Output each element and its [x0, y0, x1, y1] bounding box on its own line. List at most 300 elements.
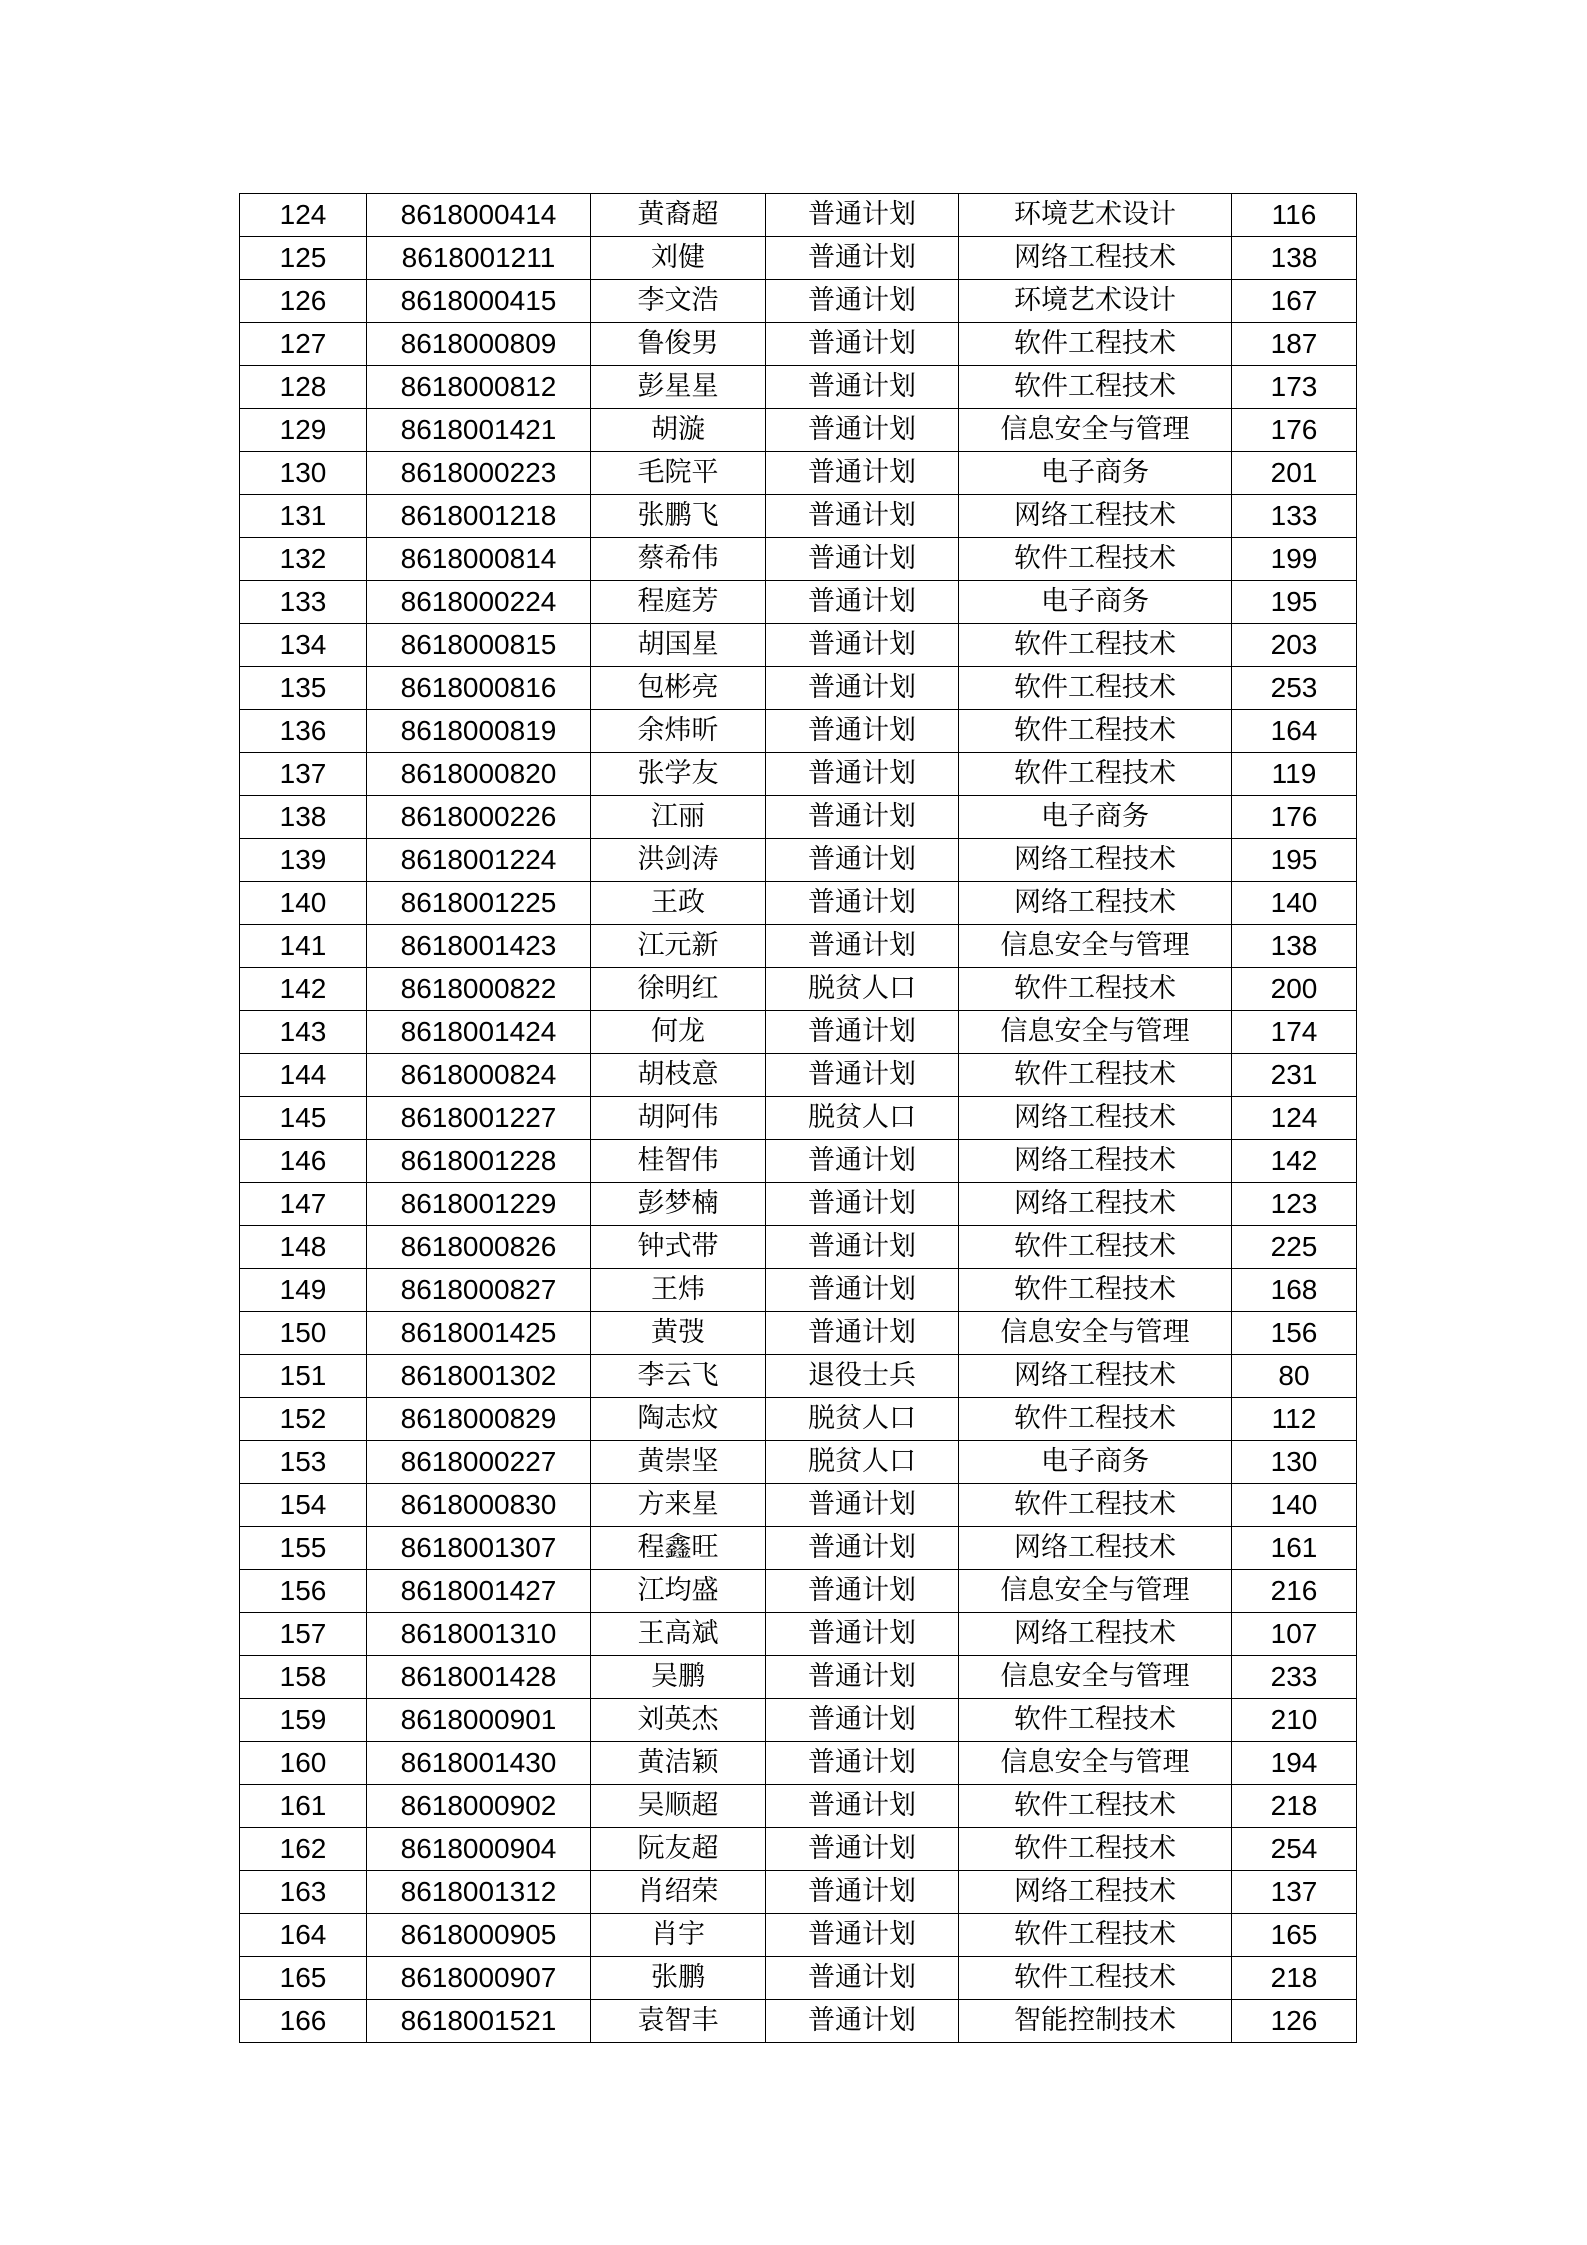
enrollment-type-cell: 普通计划 — [766, 581, 959, 624]
table-row — [240, 1871, 1357, 1914]
student-name-cell: 黄崇坚 — [591, 1441, 766, 1484]
major-cell: 网络工程技术 — [959, 1613, 1232, 1656]
exam-id-cell: 8618001307 — [367, 1527, 591, 1570]
enrollment-type-cell: 退役士兵 — [766, 1355, 959, 1398]
table-row — [240, 882, 1357, 925]
enrollment-type-cell: 普通计划 — [766, 1785, 959, 1828]
table-row — [240, 409, 1357, 452]
student-name-cell: 张学友 — [591, 753, 766, 796]
student-name-cell: 包彬亮 — [591, 667, 766, 710]
enrollment-type-cell: 普通计划 — [766, 1613, 959, 1656]
enrollment-type-cell: 普通计划 — [766, 1656, 959, 1699]
major-cell: 软件工程技术 — [959, 624, 1232, 667]
score-cell: 203 — [1232, 624, 1357, 667]
exam-id-cell: 8618000812 — [367, 366, 591, 409]
score-cell: 165 — [1232, 1914, 1357, 1957]
major-cell: 软件工程技术 — [959, 753, 1232, 796]
major-cell: 信息安全与管理 — [959, 409, 1232, 452]
score-cell: 156 — [1232, 1312, 1357, 1355]
table-row — [240, 1613, 1357, 1656]
table-row — [240, 753, 1357, 796]
major-cell: 软件工程技术 — [959, 366, 1232, 409]
exam-id-cell: 8618001211 — [367, 237, 591, 280]
exam-id-cell: 8618000824 — [367, 1054, 591, 1097]
exam-id-cell: 8618000902 — [367, 1785, 591, 1828]
score-cell: 124 — [1232, 1097, 1357, 1140]
seq-number-cell: 128 — [240, 366, 367, 409]
enrollment-type-cell: 普通计划 — [766, 1484, 959, 1527]
score-cell: 123 — [1232, 1183, 1357, 1226]
student-name-cell: 刘英杰 — [591, 1699, 766, 1742]
exam-id-cell: 8618001430 — [367, 1742, 591, 1785]
student-name-cell: 王高斌 — [591, 1613, 766, 1656]
enrollment-type-cell: 普通计划 — [766, 1054, 959, 1097]
table-row — [240, 968, 1357, 1011]
score-cell: 201 — [1232, 452, 1357, 495]
seq-number-cell: 134 — [240, 624, 367, 667]
score-cell: 119 — [1232, 753, 1357, 796]
enrollment-type-cell: 脱贫人口 — [766, 1097, 959, 1140]
student-name-cell: 余炜昕 — [591, 710, 766, 753]
student-name-cell: 程鑫旺 — [591, 1527, 766, 1570]
score-cell: 225 — [1232, 1226, 1357, 1269]
exam-id-cell: 8618000415 — [367, 280, 591, 323]
table-row — [240, 538, 1357, 581]
exam-id-cell: 8618001224 — [367, 839, 591, 882]
enrollment-type-cell: 普通计划 — [766, 1140, 959, 1183]
seq-number-cell: 158 — [240, 1656, 367, 1699]
score-cell: 137 — [1232, 1871, 1357, 1914]
table-row — [240, 1183, 1357, 1226]
student-name-cell: 鲁俊男 — [591, 323, 766, 366]
student-name-cell: 徐明红 — [591, 968, 766, 1011]
major-cell: 电子商务 — [959, 1441, 1232, 1484]
exam-id-cell: 8618001312 — [367, 1871, 591, 1914]
seq-number-cell: 146 — [240, 1140, 367, 1183]
seq-number-cell: 164 — [240, 1914, 367, 1957]
score-cell: 200 — [1232, 968, 1357, 1011]
enrollment-type-cell: 脱贫人口 — [766, 968, 959, 1011]
student-name-cell: 阮友超 — [591, 1828, 766, 1871]
score-cell: 164 — [1232, 710, 1357, 753]
enrollment-type-cell: 普通计划 — [766, 1183, 959, 1226]
score-cell: 216 — [1232, 1570, 1357, 1613]
seq-number-cell: 124 — [240, 194, 367, 237]
table-row — [240, 1355, 1357, 1398]
enrollment-type-cell: 普通计划 — [766, 1269, 959, 1312]
score-cell: 253 — [1232, 667, 1357, 710]
major-cell: 软件工程技术 — [959, 1828, 1232, 1871]
major-cell: 电子商务 — [959, 452, 1232, 495]
student-name-cell: 方来星 — [591, 1484, 766, 1527]
seq-number-cell: 144 — [240, 1054, 367, 1097]
student-name-cell: 黄弢 — [591, 1312, 766, 1355]
enrollment-type-cell: 普通计划 — [766, 667, 959, 710]
enrollment-type-cell: 普通计划 — [766, 1742, 959, 1785]
score-cell: 161 — [1232, 1527, 1357, 1570]
student-name-cell: 江均盛 — [591, 1570, 766, 1613]
table-row — [240, 366, 1357, 409]
table-row — [240, 839, 1357, 882]
enrollment-type-cell: 普通计划 — [766, 1957, 959, 2000]
table-row — [240, 280, 1357, 323]
score-cell: 167 — [1232, 280, 1357, 323]
seq-number-cell: 132 — [240, 538, 367, 581]
score-cell: 199 — [1232, 538, 1357, 581]
enrollment-type-cell: 普通计划 — [766, 796, 959, 839]
table-row — [240, 452, 1357, 495]
table-row — [240, 1785, 1357, 1828]
major-cell: 信息安全与管理 — [959, 925, 1232, 968]
student-name-cell: 蔡希伟 — [591, 538, 766, 581]
major-cell: 信息安全与管理 — [959, 1656, 1232, 1699]
score-cell: 218 — [1232, 1785, 1357, 1828]
enrollment-type-cell: 普通计划 — [766, 882, 959, 925]
table-row — [240, 1441, 1357, 1484]
major-cell: 网络工程技术 — [959, 1097, 1232, 1140]
enrollment-type-cell: 普通计划 — [766, 2000, 959, 2043]
score-cell: 187 — [1232, 323, 1357, 366]
seq-number-cell: 151 — [240, 1355, 367, 1398]
exam-id-cell: 8618000414 — [367, 194, 591, 237]
table-row — [240, 796, 1357, 839]
major-cell: 信息安全与管理 — [959, 1570, 1232, 1613]
score-cell: 138 — [1232, 237, 1357, 280]
score-cell: 176 — [1232, 796, 1357, 839]
student-name-cell: 王政 — [591, 882, 766, 925]
student-name-cell: 江元新 — [591, 925, 766, 968]
table-row — [240, 1957, 1357, 2000]
table-row — [240, 194, 1357, 237]
roster-table-body — [240, 194, 1357, 2043]
score-cell: 173 — [1232, 366, 1357, 409]
student-name-cell: 毛院平 — [591, 452, 766, 495]
table-row — [240, 1527, 1357, 1570]
score-cell: 168 — [1232, 1269, 1357, 1312]
seq-number-cell: 154 — [240, 1484, 367, 1527]
major-cell: 网络工程技术 — [959, 1527, 1232, 1570]
seq-number-cell: 149 — [240, 1269, 367, 1312]
enrollment-type-cell: 普通计划 — [766, 495, 959, 538]
exam-id-cell: 8618001424 — [367, 1011, 591, 1054]
major-cell: 软件工程技术 — [959, 1054, 1232, 1097]
seq-number-cell: 160 — [240, 1742, 367, 1785]
score-cell: 176 — [1232, 409, 1357, 452]
exam-id-cell: 8618000809 — [367, 323, 591, 366]
enrollment-type-cell: 普通计划 — [766, 1914, 959, 1957]
enrollment-type-cell: 普通计划 — [766, 194, 959, 237]
table-row — [240, 667, 1357, 710]
exam-id-cell: 8618001423 — [367, 925, 591, 968]
seq-number-cell: 165 — [240, 1957, 367, 2000]
student-roster-table — [239, 193, 1357, 2043]
table-row — [240, 323, 1357, 366]
exam-id-cell: 8618000226 — [367, 796, 591, 839]
enrollment-type-cell: 普通计划 — [766, 753, 959, 796]
table-row — [240, 1484, 1357, 1527]
exam-id-cell: 8618000223 — [367, 452, 591, 495]
major-cell: 网络工程技术 — [959, 882, 1232, 925]
enrollment-type-cell: 普通计划 — [766, 323, 959, 366]
seq-number-cell: 143 — [240, 1011, 367, 1054]
seq-number-cell: 155 — [240, 1527, 367, 1570]
enrollment-type-cell: 普通计划 — [766, 624, 959, 667]
student-name-cell: 王炜 — [591, 1269, 766, 1312]
table-row — [240, 1398, 1357, 1441]
student-name-cell: 张鹏飞 — [591, 495, 766, 538]
major-cell: 软件工程技术 — [959, 667, 1232, 710]
exam-id-cell: 8618000820 — [367, 753, 591, 796]
seq-number-cell: 130 — [240, 452, 367, 495]
enrollment-type-cell: 普通计划 — [766, 1011, 959, 1054]
table-row — [240, 1914, 1357, 1957]
student-name-cell: 胡国星 — [591, 624, 766, 667]
major-cell: 网络工程技术 — [959, 495, 1232, 538]
seq-number-cell: 126 — [240, 280, 367, 323]
seq-number-cell: 161 — [240, 1785, 367, 1828]
enrollment-type-cell: 脱贫人口 — [766, 1441, 959, 1484]
table-row — [240, 495, 1357, 538]
student-name-cell: 刘健 — [591, 237, 766, 280]
score-cell: 112 — [1232, 1398, 1357, 1441]
table-row — [240, 237, 1357, 280]
enrollment-type-cell: 普通计划 — [766, 925, 959, 968]
seq-number-cell: 137 — [240, 753, 367, 796]
major-cell: 网络工程技术 — [959, 1183, 1232, 1226]
major-cell: 软件工程技术 — [959, 538, 1232, 581]
score-cell: 195 — [1232, 839, 1357, 882]
major-cell: 软件工程技术 — [959, 1269, 1232, 1312]
major-cell: 网络工程技术 — [959, 839, 1232, 882]
major-cell: 软件工程技术 — [959, 1398, 1232, 1441]
student-name-cell: 李云飞 — [591, 1355, 766, 1398]
table-row — [240, 1570, 1357, 1613]
major-cell: 软件工程技术 — [959, 1484, 1232, 1527]
student-name-cell: 胡阿伟 — [591, 1097, 766, 1140]
seq-number-cell: 141 — [240, 925, 367, 968]
table-row — [240, 1312, 1357, 1355]
exam-id-cell: 8618001521 — [367, 2000, 591, 2043]
seq-number-cell: 139 — [240, 839, 367, 882]
exam-id-cell: 8618000227 — [367, 1441, 591, 1484]
exam-id-cell: 8618001227 — [367, 1097, 591, 1140]
seq-number-cell: 163 — [240, 1871, 367, 1914]
major-cell: 软件工程技术 — [959, 1226, 1232, 1269]
score-cell: 194 — [1232, 1742, 1357, 1785]
major-cell: 网络工程技术 — [959, 1140, 1232, 1183]
score-cell: 140 — [1232, 1484, 1357, 1527]
seq-number-cell: 153 — [240, 1441, 367, 1484]
enrollment-type-cell: 普通计划 — [766, 1699, 959, 1742]
seq-number-cell: 152 — [240, 1398, 367, 1441]
student-name-cell: 钟式带 — [591, 1226, 766, 1269]
table-row — [240, 925, 1357, 968]
table-row — [240, 1828, 1357, 1871]
exam-id-cell: 8618001427 — [367, 1570, 591, 1613]
seq-number-cell: 129 — [240, 409, 367, 452]
exam-id-cell: 8618001425 — [367, 1312, 591, 1355]
exam-id-cell: 8618001225 — [367, 882, 591, 925]
student-name-cell: 肖宇 — [591, 1914, 766, 1957]
score-cell: 126 — [1232, 2000, 1357, 2043]
score-cell: 195 — [1232, 581, 1357, 624]
major-cell: 信息安全与管理 — [959, 1742, 1232, 1785]
exam-id-cell: 8618000901 — [367, 1699, 591, 1742]
major-cell: 网络工程技术 — [959, 1871, 1232, 1914]
table-row — [240, 1097, 1357, 1140]
major-cell: 网络工程技术 — [959, 1355, 1232, 1398]
enrollment-type-cell: 普通计划 — [766, 1312, 959, 1355]
seq-number-cell: 127 — [240, 323, 367, 366]
enrollment-type-cell: 普通计划 — [766, 452, 959, 495]
score-cell: 107 — [1232, 1613, 1357, 1656]
exam-id-cell: 8618000826 — [367, 1226, 591, 1269]
table-row — [240, 581, 1357, 624]
enrollment-type-cell: 普通计划 — [766, 1871, 959, 1914]
enrollment-type-cell: 普通计划 — [766, 710, 959, 753]
major-cell: 软件工程技术 — [959, 1914, 1232, 1957]
score-cell: 133 — [1232, 495, 1357, 538]
table-row — [240, 1699, 1357, 1742]
student-name-cell: 何龙 — [591, 1011, 766, 1054]
seq-number-cell: 135 — [240, 667, 367, 710]
score-cell: 80 — [1232, 1355, 1357, 1398]
enrollment-type-cell: 普通计划 — [766, 237, 959, 280]
exam-id-cell: 8618000822 — [367, 968, 591, 1011]
student-name-cell: 陶志炆 — [591, 1398, 766, 1441]
table-row — [240, 2000, 1357, 2043]
exam-id-cell: 8618001228 — [367, 1140, 591, 1183]
student-name-cell: 彭星星 — [591, 366, 766, 409]
student-name-cell: 黄裔超 — [591, 194, 766, 237]
seq-number-cell: 166 — [240, 2000, 367, 2043]
exam-id-cell: 8618000829 — [367, 1398, 591, 1441]
score-cell: 142 — [1232, 1140, 1357, 1183]
score-cell: 174 — [1232, 1011, 1357, 1054]
exam-id-cell: 8618000830 — [367, 1484, 591, 1527]
exam-id-cell: 8618000815 — [367, 624, 591, 667]
student-name-cell: 程庭芳 — [591, 581, 766, 624]
seq-number-cell: 156 — [240, 1570, 367, 1613]
seq-number-cell: 148 — [240, 1226, 367, 1269]
score-cell: 138 — [1232, 925, 1357, 968]
major-cell: 电子商务 — [959, 796, 1232, 839]
seq-number-cell: 142 — [240, 968, 367, 1011]
seq-number-cell: 138 — [240, 796, 367, 839]
score-cell: 218 — [1232, 1957, 1357, 2000]
student-name-cell: 吴鹏 — [591, 1656, 766, 1699]
enrollment-type-cell: 普通计划 — [766, 538, 959, 581]
score-cell: 140 — [1232, 882, 1357, 925]
table-row — [240, 1226, 1357, 1269]
seq-number-cell: 159 — [240, 1699, 367, 1742]
major-cell: 软件工程技术 — [959, 1699, 1232, 1742]
exam-id-cell: 8618001310 — [367, 1613, 591, 1656]
score-cell: 254 — [1232, 1828, 1357, 1871]
table-row — [240, 1140, 1357, 1183]
student-name-cell: 彭梦楠 — [591, 1183, 766, 1226]
major-cell: 软件工程技术 — [959, 968, 1232, 1011]
seq-number-cell: 147 — [240, 1183, 367, 1226]
table-row — [240, 624, 1357, 667]
enrollment-type-cell: 普通计划 — [766, 839, 959, 882]
enrollment-type-cell: 普通计划 — [766, 1226, 959, 1269]
student-name-cell: 黄洁颖 — [591, 1742, 766, 1785]
seq-number-cell: 145 — [240, 1097, 367, 1140]
score-cell: 116 — [1232, 194, 1357, 237]
score-cell: 210 — [1232, 1699, 1357, 1742]
seq-number-cell: 133 — [240, 581, 367, 624]
major-cell: 环境艺术设计 — [959, 194, 1232, 237]
student-name-cell: 袁智丰 — [591, 2000, 766, 2043]
enrollment-type-cell: 普通计划 — [766, 1527, 959, 1570]
exam-id-cell: 8618001428 — [367, 1656, 591, 1699]
student-name-cell: 李文浩 — [591, 280, 766, 323]
major-cell: 电子商务 — [959, 581, 1232, 624]
seq-number-cell: 140 — [240, 882, 367, 925]
exam-id-cell: 8618001302 — [367, 1355, 591, 1398]
exam-id-cell: 8618001218 — [367, 495, 591, 538]
table-row — [240, 1054, 1357, 1097]
enrollment-type-cell: 普通计划 — [766, 1570, 959, 1613]
exam-id-cell: 8618000905 — [367, 1914, 591, 1957]
table-row — [240, 1269, 1357, 1312]
table-row — [240, 1742, 1357, 1785]
seq-number-cell: 131 — [240, 495, 367, 538]
student-name-cell: 胡枝意 — [591, 1054, 766, 1097]
student-name-cell: 江丽 — [591, 796, 766, 839]
exam-id-cell: 8618000814 — [367, 538, 591, 581]
score-cell: 231 — [1232, 1054, 1357, 1097]
enrollment-type-cell: 普通计划 — [766, 366, 959, 409]
exam-id-cell: 8618000907 — [367, 1957, 591, 2000]
exam-id-cell: 8618001229 — [367, 1183, 591, 1226]
exam-id-cell: 8618000224 — [367, 581, 591, 624]
major-cell: 环境艺术设计 — [959, 280, 1232, 323]
student-name-cell: 吴顺超 — [591, 1785, 766, 1828]
major-cell: 网络工程技术 — [959, 237, 1232, 280]
student-name-cell: 桂智伟 — [591, 1140, 766, 1183]
table-row — [240, 1011, 1357, 1054]
exam-id-cell: 8618000816 — [367, 667, 591, 710]
score-cell: 233 — [1232, 1656, 1357, 1699]
enrollment-type-cell: 脱贫人口 — [766, 1398, 959, 1441]
enrollment-type-cell: 普通计划 — [766, 280, 959, 323]
enrollment-type-cell: 普通计划 — [766, 409, 959, 452]
student-name-cell: 肖绍荣 — [591, 1871, 766, 1914]
major-cell: 软件工程技术 — [959, 710, 1232, 753]
major-cell: 软件工程技术 — [959, 323, 1232, 366]
enrollment-type-cell: 普通计划 — [766, 1828, 959, 1871]
seq-number-cell: 136 — [240, 710, 367, 753]
table-row — [240, 710, 1357, 753]
exam-id-cell: 8618000819 — [367, 710, 591, 753]
major-cell: 信息安全与管理 — [959, 1011, 1232, 1054]
seq-number-cell: 125 — [240, 237, 367, 280]
major-cell: 智能控制技术 — [959, 2000, 1232, 2043]
table-row — [240, 1656, 1357, 1699]
score-cell: 130 — [1232, 1441, 1357, 1484]
seq-number-cell: 162 — [240, 1828, 367, 1871]
seq-number-cell: 157 — [240, 1613, 367, 1656]
exam-id-cell: 8618000827 — [367, 1269, 591, 1312]
student-name-cell: 胡漩 — [591, 409, 766, 452]
seq-number-cell: 150 — [240, 1312, 367, 1355]
student-name-cell: 洪剑涛 — [591, 839, 766, 882]
exam-id-cell: 8618000904 — [367, 1828, 591, 1871]
major-cell: 软件工程技术 — [959, 1785, 1232, 1828]
student-name-cell: 张鹏 — [591, 1957, 766, 2000]
